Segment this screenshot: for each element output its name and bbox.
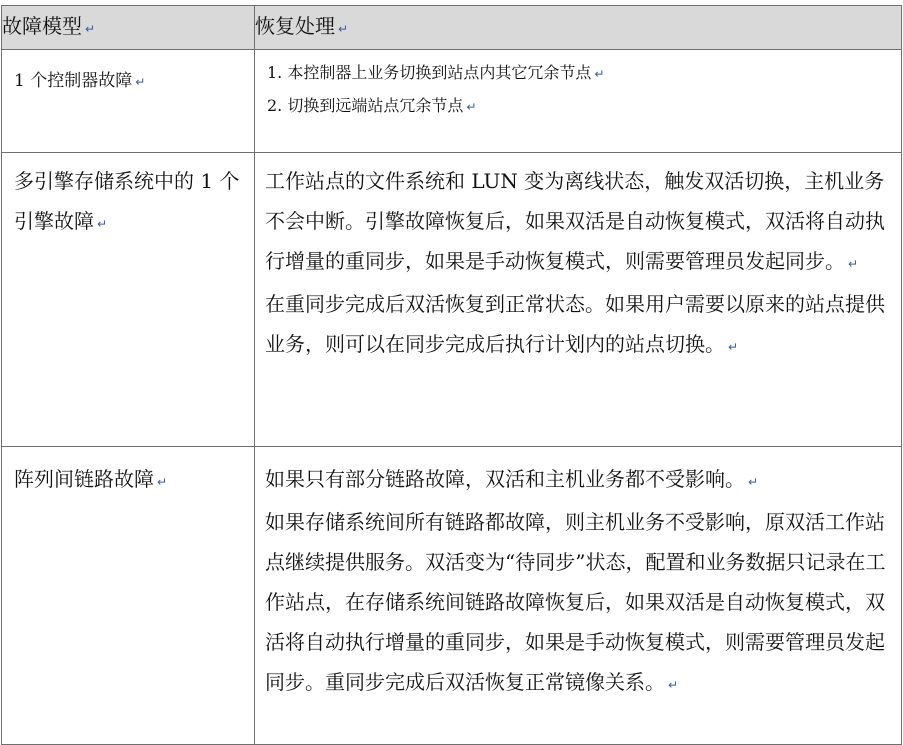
header-model-label: 故障模型 (2, 14, 82, 38)
fault-model-cell (2, 153, 255, 447)
recovery-step: 1. 本控制器上业务切换到站点内其它冗余节点 (267, 63, 592, 82)
table-row (2, 153, 902, 447)
fault-model-cell (2, 447, 255, 745)
recovery-paragraph: 如果存储系统间所有链路都故障，则主机业务不受影响，原双活工作站点继续提供服务。双活变为“待同步”状态，配置和业务数据只记录在工作站点，在存储系统间链路故障恢复后，如果双活是自动恢复模式，双活将自动执行增量的重同步，如果是手动恢复模式，则需要管理员发起同步。重同步完成后双活恢复正常镜像关系。 (265, 510, 886, 694)
recovery-step: 2. 切换到远端站点冗余节点 (267, 96, 464, 115)
table-row (2, 447, 902, 745)
recovery-paragraph: 在重同步完成后双活恢复到正常状态。如果用户需要以原来的站点提供业务，则可以在同步完成后执行计划内的站点切换。 (265, 292, 885, 356)
paragraph-mark-icon: ↵ (594, 67, 605, 81)
recovery-cell (255, 447, 902, 745)
paragraph-mark-icon: ↵ (97, 217, 108, 231)
fault-model-text: 1 个控制器故障 (14, 71, 133, 91)
paragraph-mark-icon: ↵ (338, 22, 349, 36)
header-recovery-label: 恢复处理 (255, 14, 335, 38)
fault-model-text: 多引擎存储系统中的 1 个引擎故障 (14, 169, 240, 233)
paragraph-mark-icon: ↵ (135, 75, 146, 89)
recovery-paragraph: 工作站点的文件系统和 LUN 变为离线状态，触发双活切换，主机业务不会中断。引擎故障恢复后，如果双活是自动恢复模式，双活将自动执行增量的重同步，如果是手动恢复模式，则需要管理员发起同步。 (265, 169, 885, 273)
table-row (2, 50, 902, 153)
recovery-cell (255, 153, 902, 447)
fault-recovery-table (1, 5, 902, 745)
paragraph-mark-icon: ↵ (85, 22, 96, 36)
paragraph-mark-icon: ↵ (668, 678, 679, 692)
paragraph-mark-icon: ↵ (748, 475, 759, 489)
header-row (2, 6, 902, 50)
header-cell-recovery (255, 6, 902, 50)
recovery-cell (255, 50, 902, 153)
recovery-paragraph: 如果只有部分链路故障，双活和主机业务都不受影响。 (265, 467, 745, 491)
paragraph-mark-icon: ↵ (466, 100, 477, 114)
paragraph-mark-icon: ↵ (848, 257, 859, 271)
header-cell-model (2, 6, 255, 50)
paragraph-mark-icon: ↵ (157, 475, 168, 489)
fault-model-cell (2, 50, 255, 153)
fault-model-text: 阵列间链路故障 (14, 467, 154, 491)
paragraph-mark-icon: ↵ (728, 340, 739, 354)
